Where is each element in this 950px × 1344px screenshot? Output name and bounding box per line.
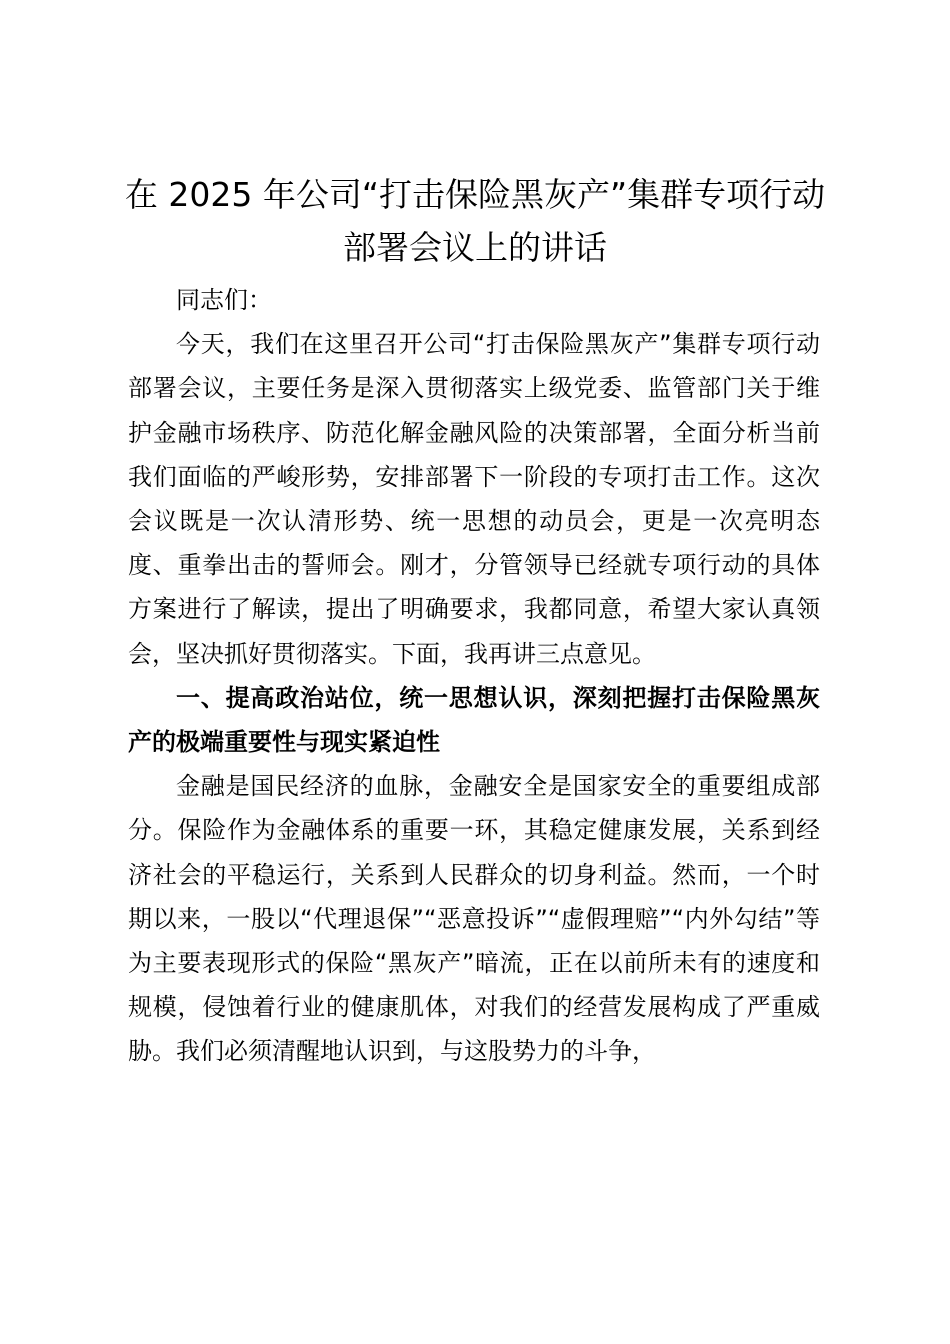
document-body [128,278,820,1074]
paragraph-intro: 今天，我们在这里召开公司“打击保险黑灰产”集群专项行动部署会议，主要任务是深入贯彻落实上级党委、监管部门关于维护金融市场秩序、防范化解金融风险的决策部署，全面分析当前我们面临的严峻形势，安排部署下一阶段的专项打击工作。这次会议既是一次认清形势、统一思想的动员会，更是一次亮明态度、重拳出击的誓师会。刚才，分管领导已经就专项行动的具体方案进行了解读，提出了明确要求，我都同意，希望大家认真领会，坚决抓好贯彻落实。下面，我再讲三点意见。 [128,330,820,668]
document-title: 在 2025 年公司“打击保险黑灰产”集群专项行动部署会议上的讲话 [124,175,826,267]
paragraph-body: 金融是国民经济的血脉，金融安全是国家安全的重要组成部分。保险作为金融体系的重要一环，其稳定健康发展，关系到经济社会的平稳运行，关系到人民群众的切身利益。然而，一个时期以来，一股以“代理退保”“恶意投诉”“虚假理赔”“内外勾结”等为主要表现形式的保险“黑灰产”暗流，正在以前所未有的速度和规模，侵蚀着行业的健康肌体，对我们的经营发展构成了严重威胁。我们必须清醒地认识到，与这股势力的斗争， [128,772,820,1066]
section-heading: 一、提高政治站位，统一思想认识，深刻把握打击保险黑灰产的极端重要性与现实紧迫性 [128,683,820,757]
greeting: 同志们： [176,286,272,314]
